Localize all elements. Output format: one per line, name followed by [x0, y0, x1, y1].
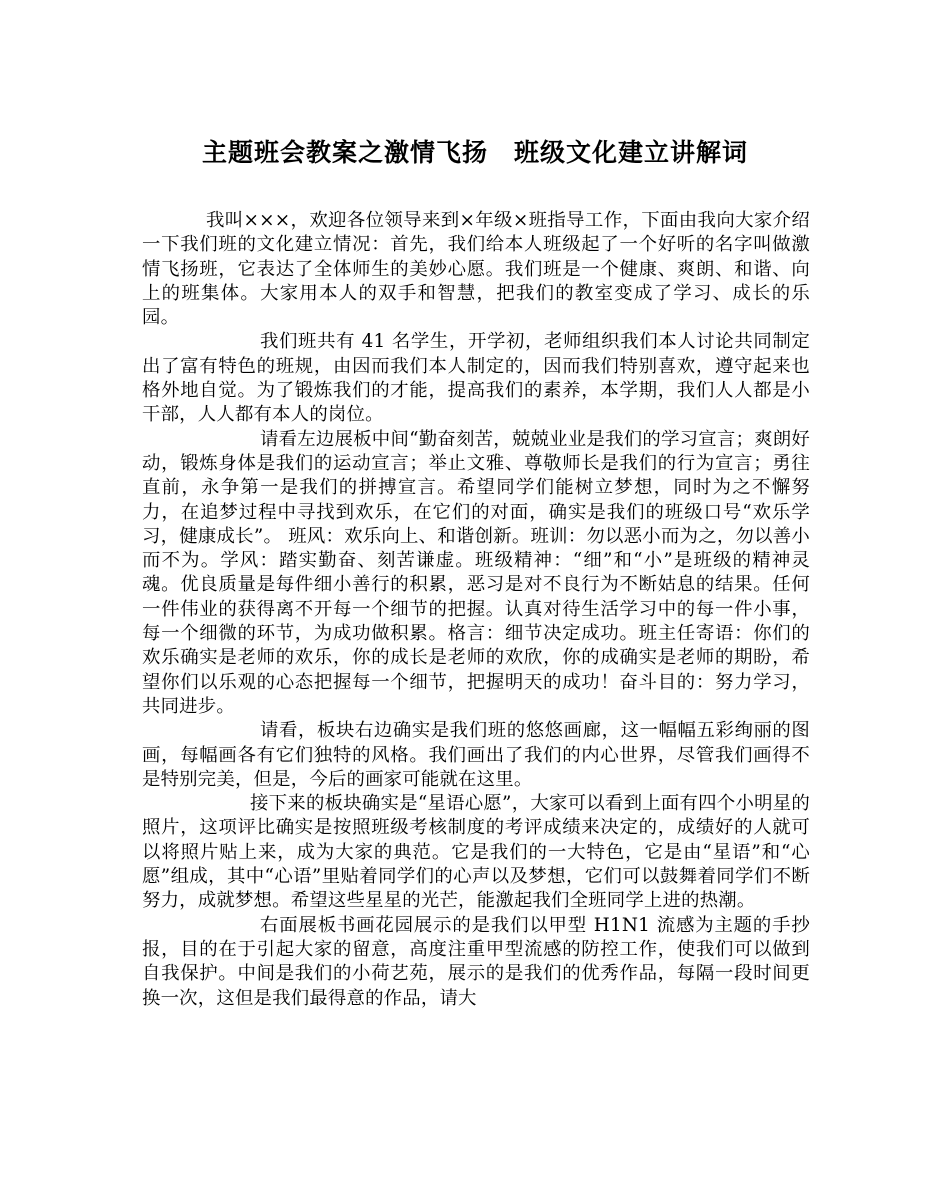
paragraph-left-board: 请看左边展板中间“勤奋刻苦，兢兢业业是我们的学习宣言；爽朗好动，锻炼身体是我们的运动宣言；举止文雅、尊敬师长是我们的行为宣言；勇往直前，永争第一是我们的拼搏宣言。希望同学们能树立梦想，同时为之不懈努力，在追梦过程中寻找到欢乐，在它们的对面，确实是我们的班级口号“欢乐学习，健康成长”。 班风：欢乐向上、和谐创新。班训：勿以恶小而为之，勿以善小而不为。学风：踏实勤奋、刻苦谦虚。班级精神：“细”和“小”是班级的精神灵魂。优良质量是每件细小善行的积累，恶习是对不良行为不断姑息的结果。任何一件伟业的获得离不开每一个细节的把握。认真对待生活学习中的每一件小事，每一个细微的环节，为成功做积累。格言：细节决定成功。班主任寄语：你们的欢乐确实是老师的欢乐，你的成长是老师的欢欣，你的成确实是老师的期盼，希望你们以乐观的心态把握每一个细节，把握明天的成功！奋斗目的：努力学习，共同进步。	[142, 428, 810, 717]
paragraph-star-wishes: 接下来的板块确实是“星语心愿”，大家可以看到上面有四个小明星的照片，这项评比确实是按照班级考核制度的考评成绩来决定的，成绩好的人就可以将照片贴上来，成为大家的典范。它是我们的一大特色，它是由“星语”和“心愿”组成，其中“心语”里贴着同学们的心声以及梦想，它们可以鼓舞着同学们不断努力，成就梦想。希望这些星星的光芒，能激起我们全班同学上进的热潮。	[142, 793, 810, 912]
document-title: 主题班会教案之激情飞扬 班级文化建立讲解词	[201, 138, 748, 167]
document-body	[142, 209, 810, 1011]
paragraph-class-rules: 我们班共有 41 名学生，开学初，老师组织我们本人讨论共同制定出了富有特色的班规，由因而我们本人制定的，因而我们特别喜欢，遵守起来也格外地自觉。为了锻炼我们的才能，提高我们的素养，本学期，我们人人都是小干部，人人都有本人的岗位。	[142, 331, 810, 426]
paragraph-introduction: 我叫×××，欢迎各位领导来到×年级×班指导工作，下面由我向大家介绍一下我们班的文化建立情况：首先，我们给本人班级起了一个好听的名字叫做激情飞扬班，它表达了全体师生的美妙心愿。我们班是一个健康、爽朗、和谐、向上的班集体。大家用本人的双手和智慧，把我们的教室变成了学习、成长的乐园。	[142, 210, 810, 329]
paragraph-gallery: 请看，板块右边确实是我们班的悠悠画廊，这一幅幅五彩绚丽的图画，每幅画各有它们独特的风格。我们画出了我们的内心世界，尽管我们画得不是特别完美，但是，今后的画家可能就在这里。	[142, 720, 810, 790]
paragraph-right-board: 右面展板书画花园展示的是我们以甲型 H1N1 流感为主题的手抄报，目的在于引起大家的留意，高度注重甲型流感的防控工作，使我们可以做到自我保护。中间是我们的小荷艺苑，展示的是我们的优秀作品，每隔一段时间更换一次，这但是我们最得意的作品，请大	[142, 914, 810, 1009]
